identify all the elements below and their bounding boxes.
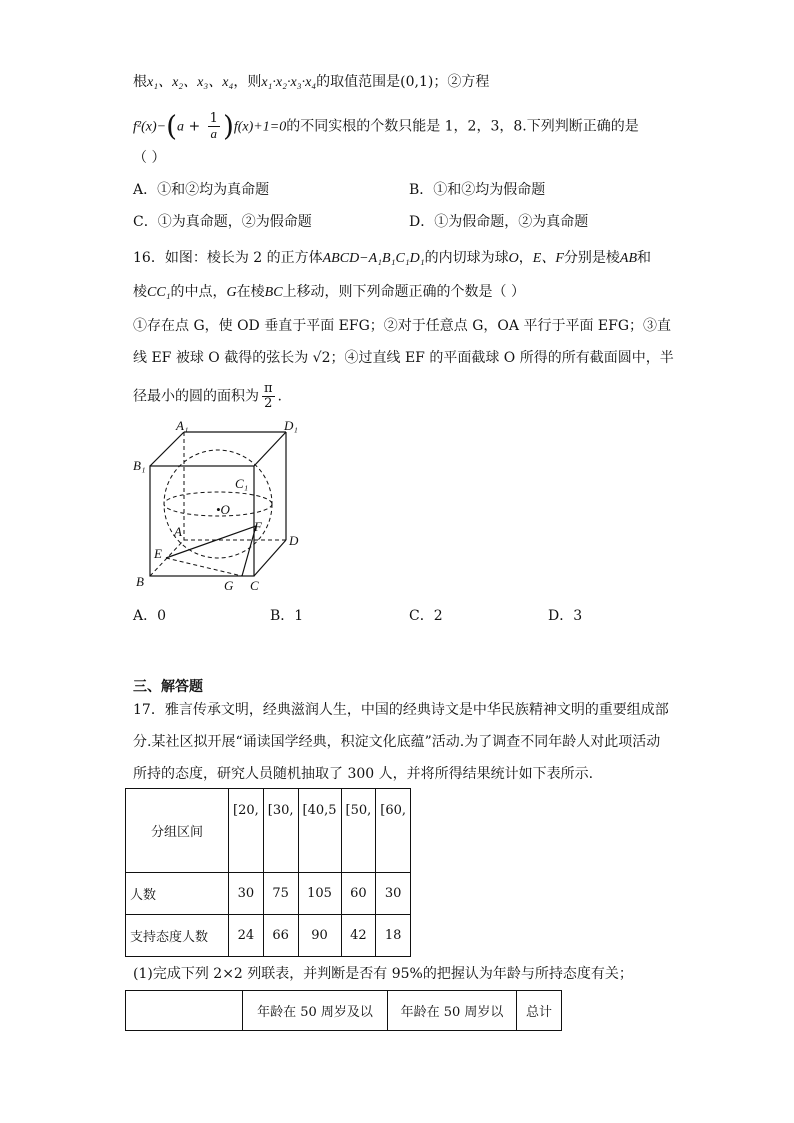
q15-option-a: A．①和②均为真命题 (133, 182, 270, 198)
q15-equation-part: f²(x)− (133, 119, 167, 135)
label-g: G (224, 578, 234, 593)
segment-eg-hidden (166, 558, 242, 576)
cube-edge-b1a1 (150, 432, 184, 466)
label-b: B (136, 574, 144, 589)
label-a: A (174, 524, 182, 539)
q16-option-d: D．3 (548, 608, 583, 624)
q15-product: x₁·x₂·x₃·x₄ (261, 75, 317, 90)
header-cell-total: 总计 (517, 991, 562, 1031)
cube-edge-cd (254, 540, 286, 576)
table-header-row (126, 789, 411, 873)
interval-cell: [50, (341, 789, 376, 873)
table-cell: 42 (341, 915, 376, 957)
interval-cell: [40,5 (298, 789, 341, 873)
interval-cell: [20, (229, 789, 264, 873)
left-paren: ( (166, 109, 178, 143)
q16-option-b: B．1 (270, 608, 304, 624)
q15-answer-paren: （ ） (133, 150, 166, 166)
q15-line-1 (133, 72, 489, 93)
q16-line-2: 棱CC₁的中点，G在棱BC上移动，则下列命题正确的个数是（ ） (133, 284, 526, 300)
table-row (126, 915, 411, 957)
row-label: 支持态度人数 (126, 915, 229, 957)
label-d1: D₁ (284, 418, 298, 433)
interval-cell: [60, (376, 789, 411, 873)
q16-line-1: 16．如图：棱长为 2 的正方体ABCD−A₁B₁C₁D₁的内切球为球O，E、F分别是棱AB和 (133, 250, 651, 266)
age-stats-table (125, 788, 411, 957)
q16-option-c: C．2 (409, 608, 443, 624)
q15-option-d: D．①为假命题，②为真命题 (409, 214, 589, 230)
section-title: 三、解答题 (133, 679, 203, 695)
fraction: $\frac{1}{a}$ (209, 111, 218, 141)
interval-cell: [30, (263, 789, 298, 873)
q15-text: 根 (133, 74, 147, 90)
q15-text: 的取值范围是(0,1)；②方程 (316, 74, 490, 90)
q16-option-a: A．0 (133, 608, 167, 624)
var-a: a (177, 119, 185, 135)
table-cell: 18 (376, 915, 411, 957)
header-cell: 年龄在 50 周岁及以 (243, 991, 388, 1031)
q15-text: 的不同实根的个数只能是 1，2，3，8.下列判断正确的是 (286, 118, 639, 135)
q17-line-3: 所持的态度，研究人员随机抽取了 300 人，并将所得结果统计如下表所示. (133, 766, 594, 782)
label-c: C (250, 578, 259, 593)
q15-vars: x₁、x₂、x₃、x₄ (147, 75, 234, 90)
label-f: F (254, 519, 262, 534)
table-row (126, 873, 411, 915)
q16-line-4: 线 EF 被球 O 截得的弦长为 √2；④过直线 EF 的平面截球 O 所得的所有截面圆中，半 (133, 350, 674, 366)
table-cell: 105 (298, 873, 341, 915)
label-a1: A₁ (176, 418, 189, 433)
cube-edge-c1d1 (254, 432, 286, 466)
table-header-cell: 分组区间 (126, 789, 229, 873)
q17-subquestion-1: (1)完成下列 2×2 列联表，并判断是否有 95%的把握认为年龄与所持态度有关； (133, 966, 633, 982)
label-c1: C₁ (235, 476, 249, 491)
header-cell: 年龄在 50 周岁以 (388, 991, 517, 1031)
q15-text: ，则 (233, 74, 262, 90)
label-d: D (289, 533, 299, 548)
q15-line-2: f²(x)−(a + $\frac{1}{a}$ )f(x)+1=0的不同实根的个数只能是 1，2，3，8.下列判断正确的是 (133, 109, 639, 143)
q16-line-3: ①存在点 G，使 OD 垂直于平面 EFG；②对于任意点 G，OA 平行于平面 EFG；③直 (133, 318, 672, 334)
table-cell: 24 (229, 915, 264, 957)
contingency-table (125, 990, 562, 1031)
pi-over-2-fraction: $\frac{\pi}{2}$ (264, 381, 273, 411)
table-cell: 30 (229, 873, 264, 915)
q17-line-1: 17．雅言传承文明，经典滋润人生，中国的经典诗文是中华民族精神文明的重要组成部 (133, 702, 669, 718)
table-cell: 90 (298, 915, 341, 957)
q15-option-b: B．①和②均为假命题 (409, 182, 546, 198)
table-cell: 75 (263, 873, 298, 915)
table-cell: 66 (263, 915, 298, 957)
q16-line-5: 径最小的圆的面积为 $\frac{\pi}{2}$ . (133, 381, 282, 411)
empty-header-cell (126, 991, 243, 1031)
row-label: 人数 (126, 873, 229, 915)
right-paren: ) (222, 109, 234, 143)
table-cell: 60 (341, 873, 376, 915)
q17-line-2: 分.某社区拟开展“诵读国学经典，积淀文化底蕴”活动.为了调查不同年龄人对此项活动 (133, 734, 661, 750)
label-b1: B₁ (133, 458, 146, 473)
label-o: •O (216, 502, 230, 517)
table-cell: 30 (376, 873, 411, 915)
cube-sphere-figure (128, 418, 318, 598)
q15-equation-part: f(x)+1=0 (233, 119, 287, 135)
label-e: E (154, 546, 162, 561)
contingency-header-row (126, 991, 562, 1031)
q15-option-c: C．①为真命题，②为假命题 (133, 214, 312, 230)
